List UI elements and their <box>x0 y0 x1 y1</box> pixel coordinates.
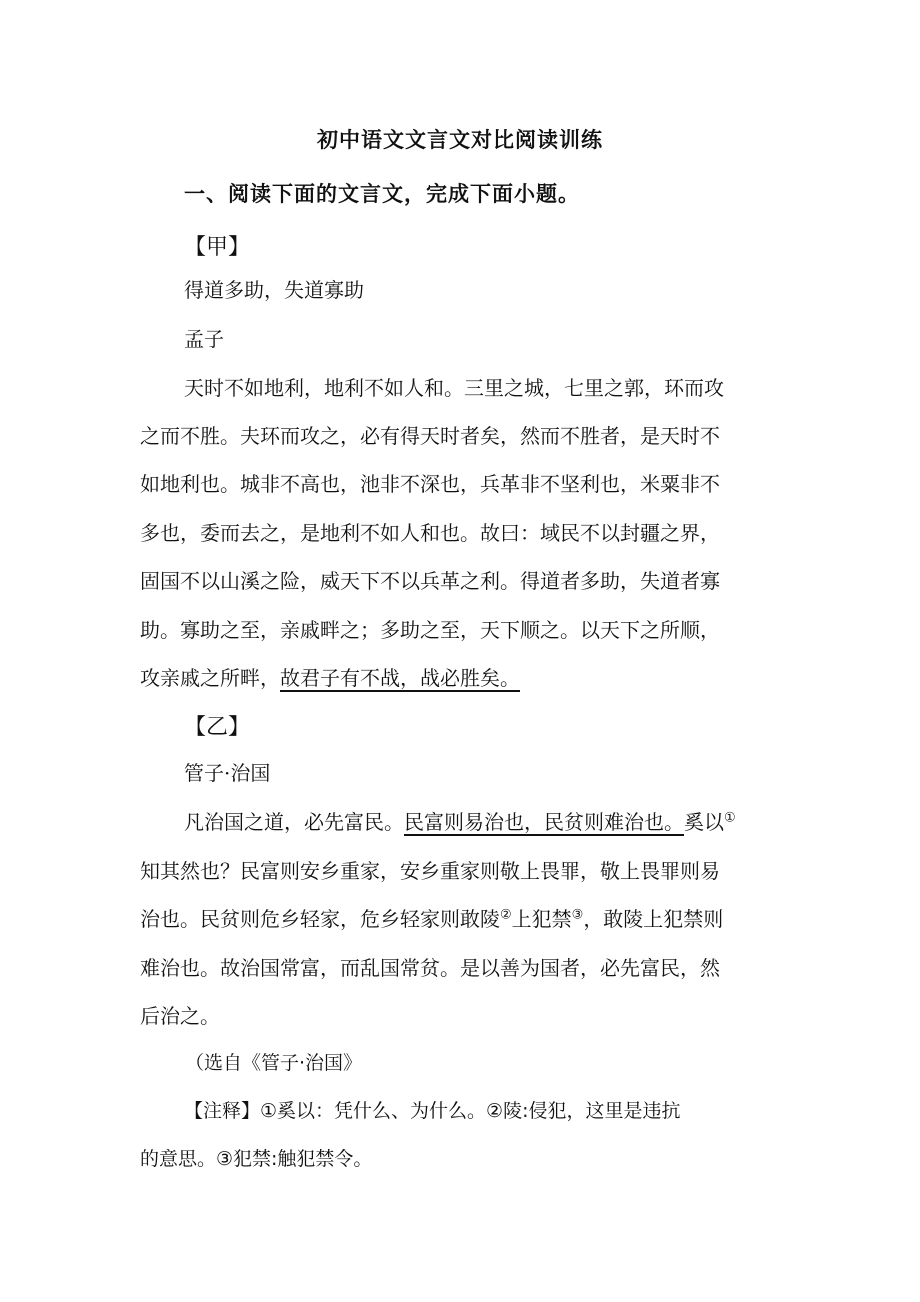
part-b-line3-a: 治也。民贫则危乡轻家，危乡轻家则敢陵 <box>140 907 500 931</box>
part-a-last-plain: 攻亲戚之所畔， <box>140 666 280 690</box>
part-b-line3-c: ，敢陵上犯禁则 <box>583 907 724 931</box>
part-b-text-line <box>140 903 723 932</box>
part-a-text-line: 固国不以山溪之险，威天下不以兵革之利。得道者多助，失道者寡 <box>140 569 720 593</box>
part-a-underlined-sentence: 故君子有不战，战必胜矣。 <box>280 666 520 690</box>
part-a-text-line: 之而不胜。夫环而攻之，必有得天时者矣，然而不胜者，是天时不 <box>140 424 720 448</box>
note-marker-1: ① <box>724 810 736 826</box>
note-marker-2: ② <box>500 907 512 923</box>
part-b-line1-plain: 凡治国之道，必先富民。 <box>184 810 404 834</box>
part-b-text-line: 知其然也？民富则安乡重家，安乡重家则敬上畏罪，敬上畏罪则易 <box>140 859 720 883</box>
part-a-text-line: 天时不如地利，地利不如人和。三里之城，七里之郭，环而攻 <box>184 376 724 400</box>
question-heading: 一、阅读下面的文言文，完成下面小题。 <box>184 182 580 206</box>
note-marker-3: ③ <box>571 907 584 923</box>
part-b-text-line: 后治之。 <box>140 1004 220 1028</box>
part-b-text-line: 难治也。故治国常富，而乱国常贫。是以善为国者，必先富民，然 <box>140 956 720 980</box>
part-a-text-line <box>140 662 520 691</box>
part-b-heading: 管子·治国 <box>184 761 271 785</box>
notes-line: 【注释】①奚以：凭什么、为什么。②陵:侵犯，这里是违抗 <box>184 1100 681 1122</box>
notes-line: 的意思。③犯禁:触犯禁令。 <box>140 1148 373 1170</box>
part-b-line1-tail: 奚以 <box>684 810 724 834</box>
part-b-text-line <box>184 806 736 835</box>
part-b-source: （选自《管子·治国》 <box>185 1052 363 1074</box>
part-a-text-line: 如地利也。城非不高也，池非不深也，兵革非不坚利也，米粟非不 <box>140 472 720 496</box>
part-a-heading: 得道多助，失道寡助 <box>184 278 364 302</box>
part-b-underlined-sentence: 民富则易治也，民贫则难治也。 <box>404 810 684 834</box>
part-a-label: 【甲】 <box>184 235 251 260</box>
part-b-label: 【乙】 <box>184 715 251 740</box>
part-a-author: 孟子 <box>184 327 224 351</box>
part-a-text-line: 助。寡助之至，亲戚畔之；多助之至，天下顺之。以天下之所顺， <box>140 618 720 642</box>
part-a-text-line: 多也，委而去之，是地利不如人和也。故曰：域民不以封疆之界， <box>140 521 720 545</box>
document-title: 初中语文文言文对比阅读训练 <box>317 128 603 152</box>
part-b-line3-b: 上犯禁 <box>511 907 572 931</box>
